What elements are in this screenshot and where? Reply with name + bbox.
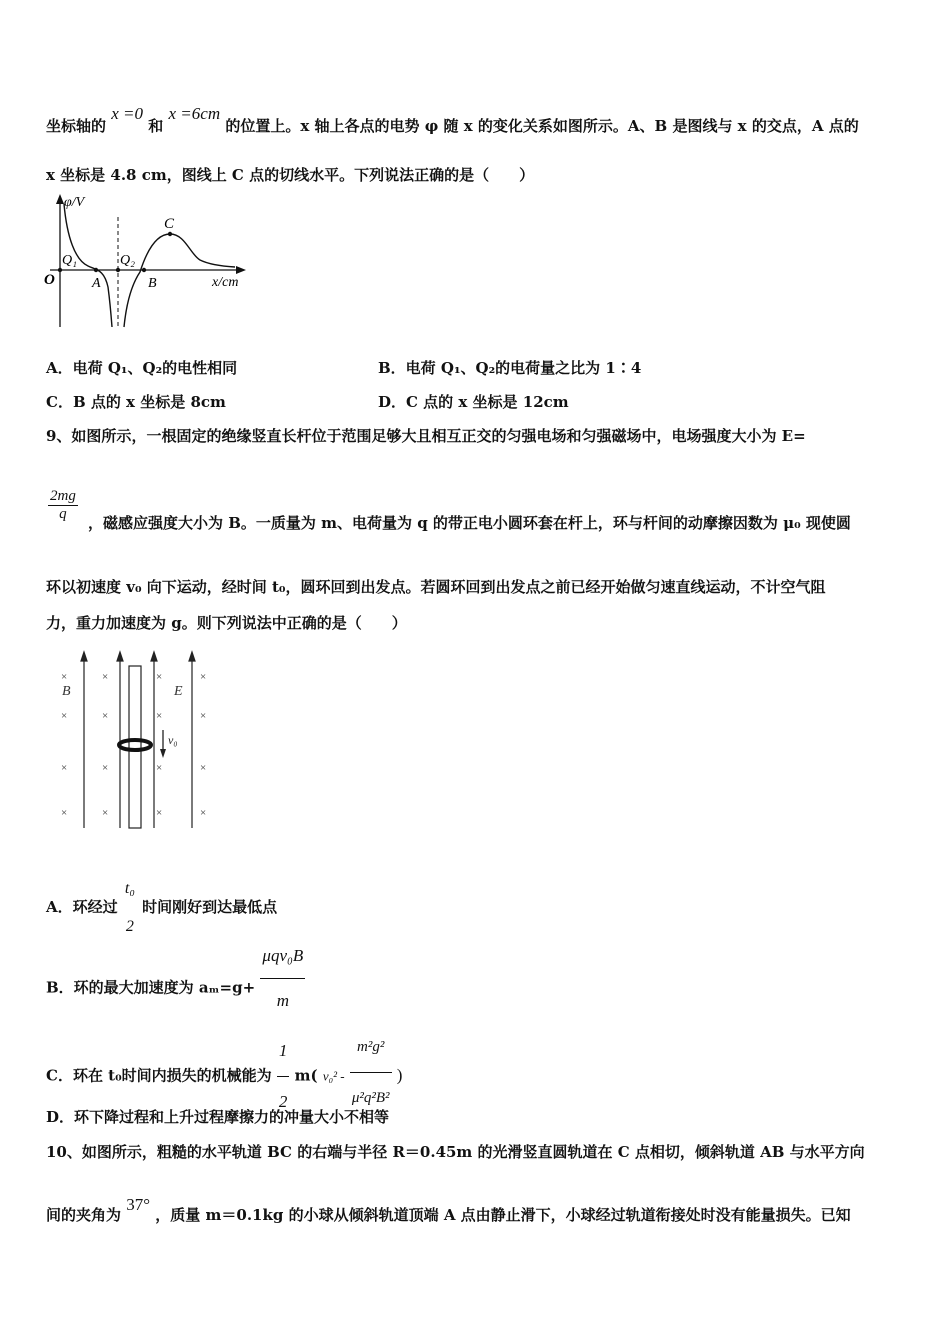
q9c-half-num: 1 [277,1026,290,1077]
q10-line2 [46,1195,851,1225]
field-arrow-1 [81,652,87,661]
field-arrow-4 [189,652,195,661]
x6-formula: x =6cm [168,104,221,123]
q9-line1: 9、如图所示，一根固定的绝缘竖直长杆位于范围足够大且相互正交的匀强电场和匀强磁场中，电场强度大小为 E= [46,427,806,445]
cross-mark: × [102,710,109,722]
q8-line1-pre: 坐标轴的 [46,117,107,135]
insulating-rod [129,666,141,828]
point-a [94,268,98,272]
a-label: A [92,276,101,291]
cross-mark: × [61,710,68,722]
q8-option-b: B．电荷 Q₁、Q₂的电荷量之比为 1∶4 [378,359,642,377]
x0-formula: x =0 [111,104,144,123]
q9c-den: μ²q²B² [351,1090,390,1106]
q10-line2-pre: 间的夹角为 [46,1206,122,1224]
e-field-label: E [174,684,183,699]
q2-label: Q₂ [120,253,135,268]
q9-option-b [46,944,305,1033]
q8-line2: x 坐标是 4.8 cm，图线上 C 点的切线水平。下列说法正确的是（ ） [46,166,535,184]
origin-label: O [44,272,55,288]
q9-line3: 环以初速度 v₀ 向下运动，经时间 t₀，圆环回到出发点。若圆环回到出发点之前已经开始做匀速直线运动，不计空气阻 [46,578,826,596]
q9b-den: m [276,991,289,1010]
b-label: B [148,276,157,291]
q9-option-d: D．环下降过程和上升过程摩擦力的冲量大小不相等 [46,1108,390,1126]
b-field-label: B [62,684,71,699]
cross-mark: × [156,762,163,774]
q10-line2-post: ，质量 m＝0.1kg 的小球从倾斜轨道顶端 A 点由静止滑下，小球经过轨道衔接处时没有能量损失。已知 [155,1206,851,1224]
cross-mark: × [102,762,109,774]
q2-point [116,268,120,272]
angle-37: 37° [126,1195,151,1214]
v0-arrow-head [160,749,166,758]
v0-label: v₀ [168,733,178,747]
field-arrow-3 [151,652,157,661]
q9c-half-den: 2 [278,1092,288,1111]
cross-mark: × [200,671,207,683]
q8-option-c: C．B 点的 x 坐标是 8cm [46,393,226,411]
cross-mark: × [156,671,163,683]
q1-label: Q₁ [62,253,77,268]
cross-mark: × [61,762,68,774]
cross-mark: × [61,671,68,683]
q9-e-fraction [48,488,78,523]
cross-mark: × [61,807,68,819]
x-axis-label: x/cm [212,275,239,290]
q9c-num: m²g² [350,1022,392,1073]
q8-option-d: D．C 点的 x 坐标是 12cm [378,393,569,411]
cross-mark: × [102,671,109,683]
q9b-pre: B．环的最大加速度为 aₘ=g+ [46,978,256,997]
cross-mark: × [200,807,207,819]
cross-mark: × [156,710,163,722]
field-arrow-2 [117,652,123,661]
q8-option-a: A．电荷 Q₁、Q₂的电性相同 [46,359,238,377]
cross-mark: × [102,807,109,819]
q10-line1: 10、如图所示，粗糙的水平轨道 BC 的右端与半径 R＝0.45m 的光滑竖直圆轨道在 C 点相切，倾斜轨道 AB 与水平方向 [46,1143,865,1161]
potential-graph [40,192,255,332]
q9-line2: ，磁感应强度大小为 B。一质量为 m、电荷量为 q 的带正电小圆环套在杆上，环与杆间的动摩擦因数为 μ₀ 现使圆 [88,514,851,532]
q9c-end: ) [396,1065,403,1085]
q9b-num: μqv₀B [260,934,305,979]
q9-line4: 力，重力加速度为 g。则下列说法中正确的是（ ） [46,614,407,632]
cross-mark: × [200,710,207,722]
q9c-pre: C．环在 t₀时间内损失的机械能为 [46,1066,272,1085]
q8-line1-post: 的位置上。x 轴上各点的电势 φ 随 x 的变化关系如图所示。A、B 是图线与 x 的交点，A 点的 [225,117,859,135]
q9a-den: 2 [125,918,134,935]
q9c-v: v₀² - [322,1068,345,1084]
q9a-pre: A．环经过 [46,898,118,916]
q8-and: 和 [148,117,164,135]
e-frac-num: 2mg [50,488,76,504]
point-b [142,268,146,272]
q9a-num: t₀ [124,880,135,897]
q9-option-a [46,870,277,946]
q1-point [58,268,62,272]
q9a-post: 时间刚好到达最低点 [142,898,278,916]
q9c-m: m( [294,1066,318,1085]
cross-mark: × [200,762,207,774]
q8-line1 [46,104,859,136]
y-axis-arrow [56,194,64,204]
y-axis-label: φ/V [64,195,85,210]
point-c [168,232,172,236]
field-rod-figure [52,648,222,830]
e-frac-den: q [59,506,67,522]
cross-mark: × [156,807,163,819]
x-axis-arrow [236,266,246,274]
c-label: C [164,216,175,232]
